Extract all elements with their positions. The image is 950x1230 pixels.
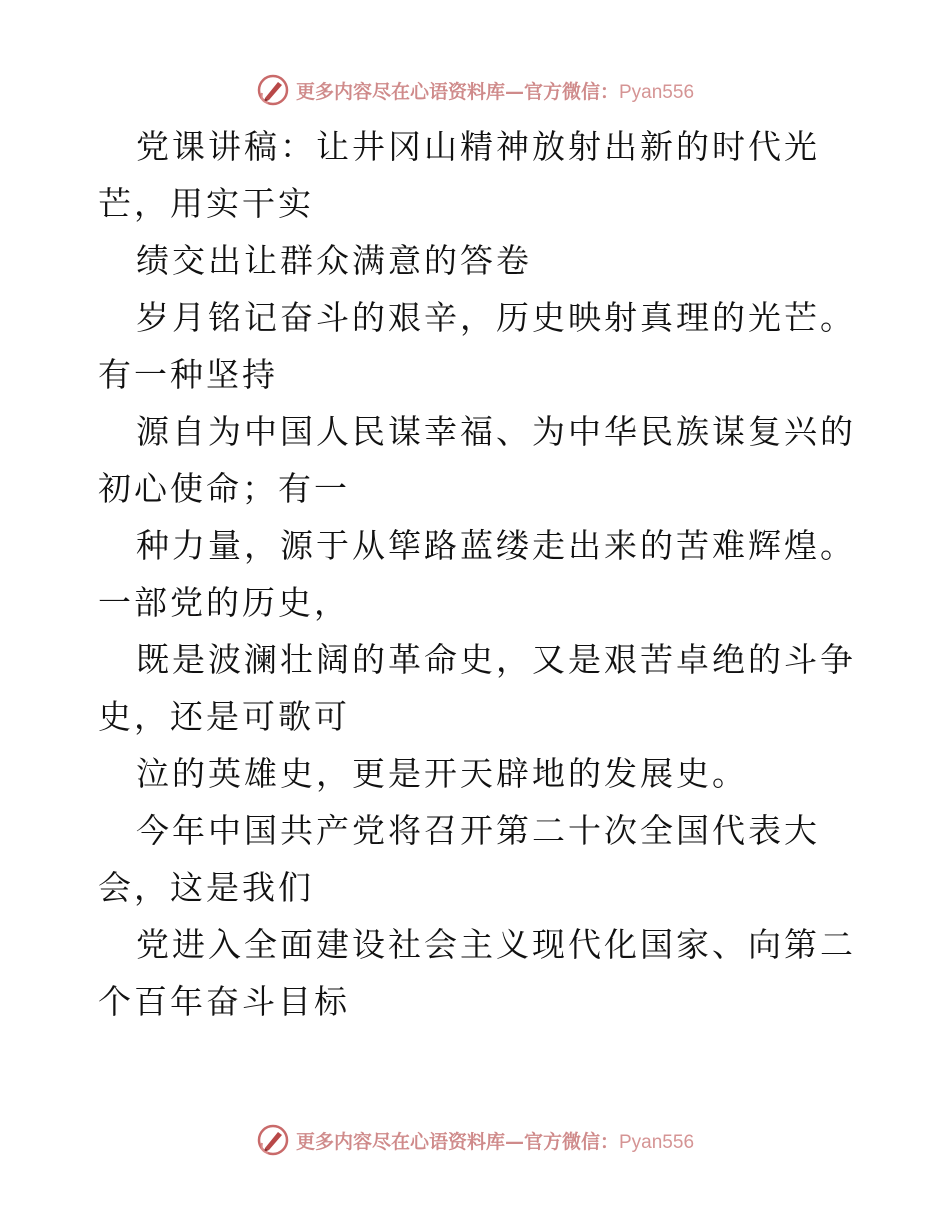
paragraph-title-1: 党课讲稿：让井冈山精神放射出新的时代光芒，用实干实 xyxy=(98,127,820,223)
watermark-handle: Pyan556 xyxy=(619,1131,695,1153)
pen-logo-icon xyxy=(256,1123,290,1157)
paragraph-5: 泣的英雄史，更是开天辟地的发展史。 xyxy=(136,754,748,793)
pen-logo-icon xyxy=(256,73,290,107)
paragraph-2: 源自为中国人民谋幸福、为中华民族谋复兴的初心使命；有一 xyxy=(98,412,856,508)
paragraph-title-2: 绩交出让群众满意的答卷 xyxy=(136,241,532,280)
footer-watermark xyxy=(0,1120,950,1160)
paragraph-1: 岁月铭记奋斗的艰辛，历史映射真理的光芒。有一种坚持 xyxy=(98,298,856,394)
document-body xyxy=(98,118,858,1030)
paragraph-6: 今年中国共产党将召开第二十次全国代表大会，这是我们 xyxy=(98,811,820,907)
watermark-label: 更多内容尽在心语资料库—官方微信： xyxy=(295,80,619,103)
watermark-text xyxy=(296,77,694,104)
watermark-label: 更多内容尽在心语资料库—官方微信： xyxy=(295,1130,619,1153)
watermark-text xyxy=(296,1127,694,1154)
paragraph-7: 党进入全面建设社会主义现代化国家、向第二个百年奋斗目标 xyxy=(98,925,856,1021)
paragraph-3: 种力量，源于从筚路蓝缕走出来的苦难辉煌。一部党的历史， xyxy=(98,526,856,622)
header-watermark xyxy=(0,70,950,110)
watermark-handle: Pyan556 xyxy=(619,81,695,103)
paragraph-4: 既是波澜壮阔的革命史，又是艰苦卓绝的斗争史，还是可歌可 xyxy=(98,640,856,736)
